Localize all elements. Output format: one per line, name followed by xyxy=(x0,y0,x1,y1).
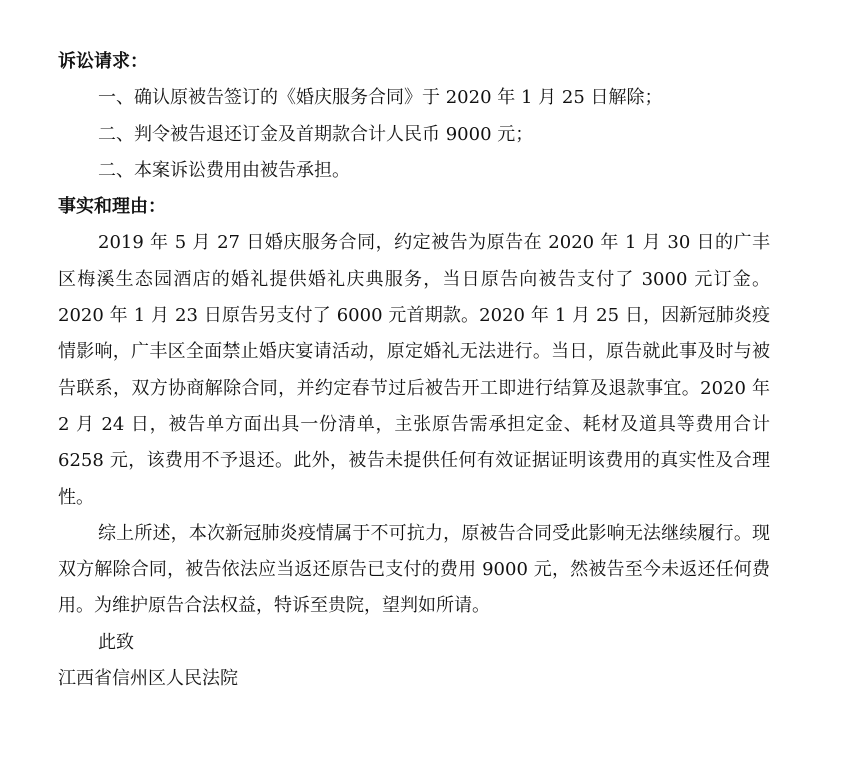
claims-heading: 诉讼请求： xyxy=(58,51,148,72)
claim-item-1: 一、确认原被告签订的《婚庆服务合同》于 2020 年 1 月 25 日解除； xyxy=(98,87,663,109)
court-name: 江西省信州区人民法院 xyxy=(58,668,238,690)
salutation: 此致 xyxy=(98,631,134,653)
facts-paragraph-2: 综上所述，本次新冠肺炎疫情属于不可抗力，原被告合同受此影响无法继续履行。现双方解除合同，被告依法应当返还原告已支付的费用 9000 元，然被告至今未返还任何费用。为维护原告合法权益，特诉至贵院，望判如所请。 xyxy=(58,522,770,617)
facts-heading: 事实和理由： xyxy=(58,196,166,218)
facts-paragraph-1: 2019 年 5 月 27 日婚庆服务合同，约定被告为原告在 2020 年 1 月 30 日的广丰区梅溪生态园酒店的婚礼提供婚礼庆典服务，当日原告向被告支付了 3000 元订金。2020 年 1 月 23 日原告另支付了 6000 元首期款。2020 年 1 月 25 日，因新冠肺炎疫情影响，广丰区全面禁止婚庆宴请活动，原定婚礼无法进行。当日，原告就此事及时与被告联系，双方协商解除合同，并约定春节过后被告开工即进行结算及退款事宜。2020 年 2 月 24 日，被告单方面出具一份清单，主张原告需承担定金、耗材及道具等费用合计 6258 元，该费用不予退还。此外，被告未提供任何有效证据证明该费用的真实性及合理性。 xyxy=(58,232,770,508)
claim-item-2: 二、判令被告退还订金及首期款合计人民币 9000 元； xyxy=(98,123,534,145)
claim-item-3: 二、本案诉讼费用由被告承担。 xyxy=(98,159,350,181)
